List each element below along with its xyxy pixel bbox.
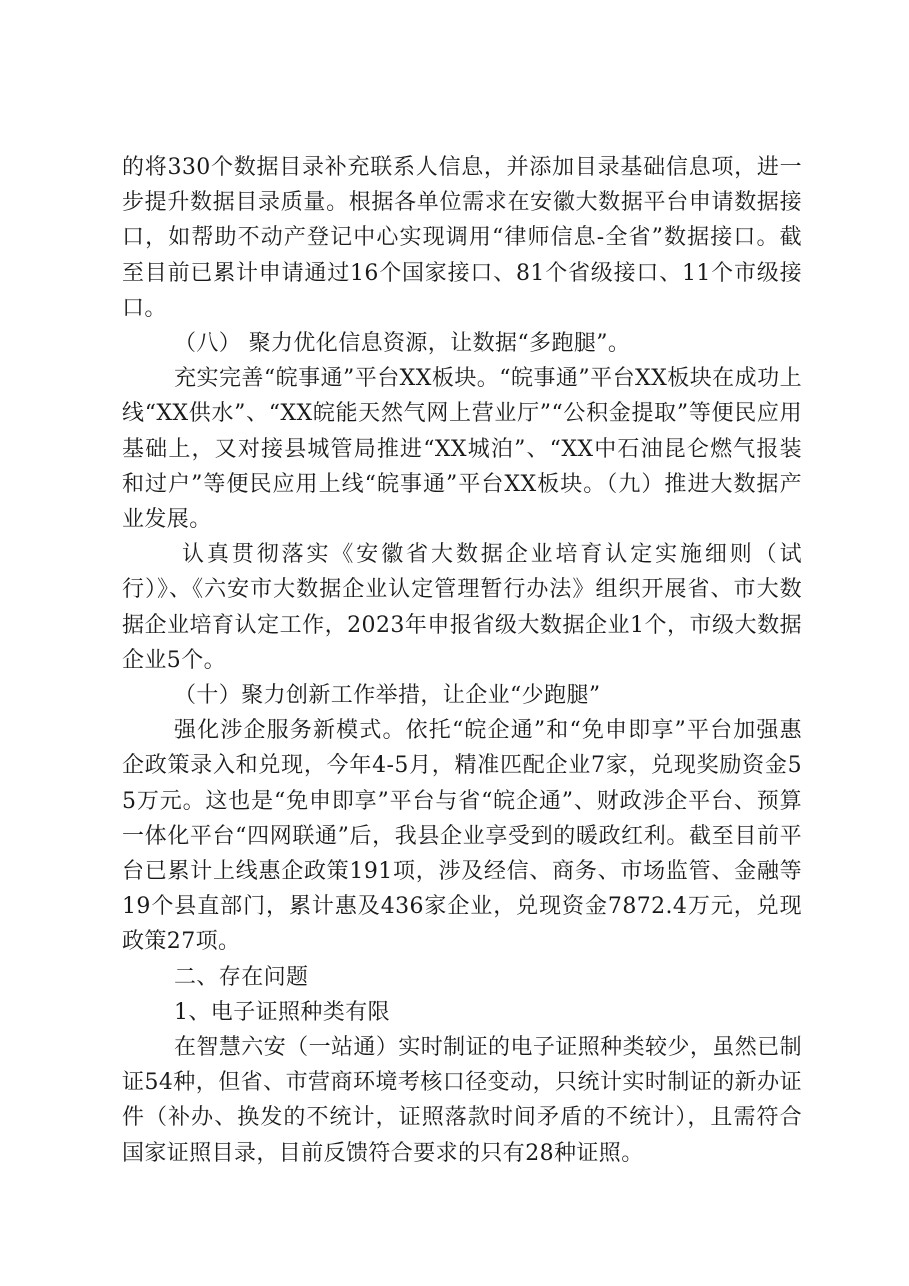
paragraph-enterprise-service: 强化涉企服务新模式。依托“皖企通”和“免申即享”平台加强惠企政策录入和兑现，今年4-5月，精准匹配企业7家，兑现奖励资金55万元。这也是“免申即享”平台与省“皖企通”、财政涉企平台、预算一体化平台“四网联通”后，我县企业享受到的暖政红利。截至目前平台已累计上线惠企政策191项，涉及经信、商务、市场监管、金融等19个县直部门，累计惠及436家企业，兑现资金7872.4万元，兑现政策27项。 — [122, 718, 802, 955]
heading-existing-problems: 二、存在问题 — [174, 964, 309, 990]
paragraph-wanshitong: 充实完善“皖事通”平台XX板块。“皖事通”平台XX板块在成功上线“XX供水”、“XX皖能天然气网上营业厅”“公积金提取”等便民应用基础上，又对接县城管局推进“XX城泊”、“XX中石油昆仑燃气报装和过户”等便民应用上线“皖事通”平台XX板块。（九）推进大数据产业发展。 — [122, 366, 802, 533]
heading-section-8: （八） 聚力优化信息资源，让数据“多跑腿”。 — [174, 331, 631, 357]
document-page — [122, 150, 802, 1171]
heading-section-10: （十）聚力创新工作举措，让企业“少跑腿” — [174, 683, 601, 709]
paragraph-data-catalog: 的将330个数据目录补充联系人信息，并添加目录基础信息项，进一步提升数据目录质量。根据各单位需求在安徽大数据平台申请数据接口，如帮助不动产登记中心实现调用“律师信息-全省”数据接口。截至目前已累计申请通过16个国家接口、81个省级接口、11个市级接口。 — [122, 155, 802, 321]
heading-e-license-limited: 1、电子证照种类有限 — [174, 999, 390, 1025]
paragraph-e-license: 在智慧六安（一站通）实时制证的电子证照种类较少，虽然已制证54种，但省、市营商环境考核口径变动，只统计实时制证的新办证件（补办、换发的不统计，证照落款时间矛盾的不统计），且需符合国家证照目录，目前反馈符合要求的只有28种证照。 — [122, 1035, 802, 1166]
paragraph-big-data-enterprise: 认真贯彻落实《安徽省大数据企业培育认定实施细则（试行）》、《六安市大数据企业认定管理暂行办法》组织开展省、市大数据企业培育认定工作，2023年申报省级大数据企业1个，市级大数据企业5个。 — [122, 542, 802, 673]
